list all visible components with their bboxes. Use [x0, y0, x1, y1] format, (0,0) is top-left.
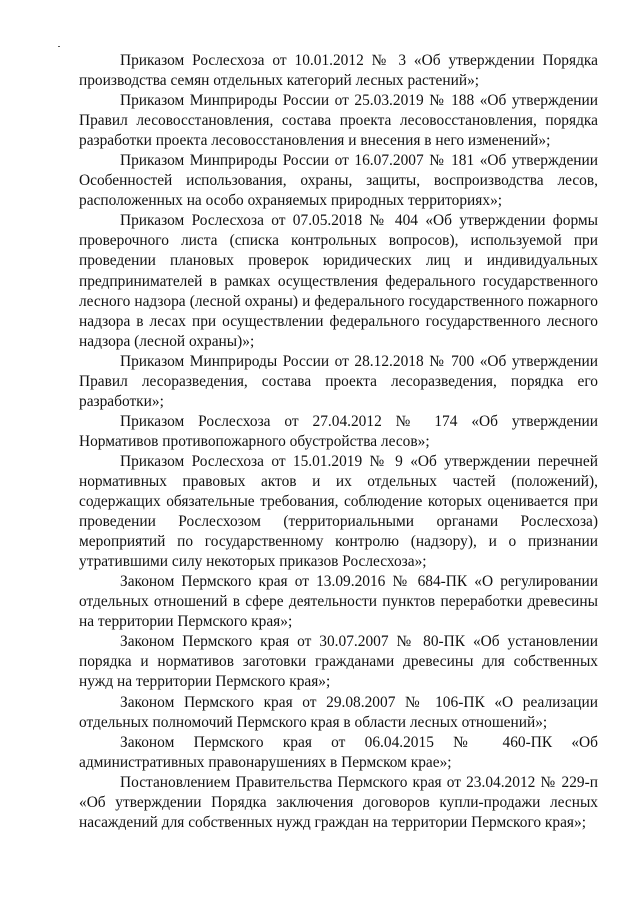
- paragraph-order-188-reforestation: Приказом Минприроды России от 25.03.2019 № 188 «Об утверждении Правил лесовосстановления, состава проекта лесовосстановления, порядка разработки проекта лесовосстановления и внесения в него изменений»;: [79, 92, 598, 150]
- paragraph-resolution-229-p: Постановлением Правительства Пермского края от 23.04.2012 № 229-п «Об утверждении Порядка заключения договоров купли-продажи лесных насаждений для собственных нужд граждан на территории Пермского края»;: [79, 773, 598, 831]
- paragraph-order-3-seeds: Приказом Рослесхоза от 10.01.2012 № 3 «Об утверждении Порядка производства семян отдельных категорий лесных растений»;: [79, 52, 598, 90]
- paragraph-law-460-pk: Законом Пермского края от 06.04.2015 № 460-ПК «Об административных правонарушениях в Пермском крае»;: [79, 733, 598, 771]
- document-body: [79, 51, 598, 833]
- paragraph-order-174-fire-standards: Приказом Рослесхоза от 27.04.2012 № 174 «Об утверждении Нормативов противопожарного обустройства лесов»;: [79, 412, 598, 450]
- paragraph-law-106-pk: Законом Пермского края от 29.08.2007 № 106-ПК «О реализации отдельных полномочий Пермского края в области лесных отношений»;: [79, 693, 598, 731]
- paragraph-law-684-pk: Законом Пермского края от 13.09.2016 № 684-ПК «О регулировании отдельных отношений в сфере деятельности пунктов переработки древесины на территории Пермского края»;: [79, 573, 598, 631]
- paragraph-law-80-pk: Законом Пермского края от 30.07.2007 № 80-ПК «Об установлении порядка и нормативов заготовки гражданами древесины для собственных нужд на территории Пермского края»;: [79, 633, 598, 691]
- paragraph-order-181-protected-areas: Приказом Минприроды России от 16.07.2007 № 181 «Об утверждении Особенностей использования, охраны, защиты, воспроизводства лесов, расположенных на особо охраняемых природных территориях»;: [79, 152, 598, 210]
- paragraph-order-700-afforestation: Приказом Минприроды России от 28.12.2018 № 700 «Об утверждении Правил лесоразведения, состава проекта лесоразведения, порядка его разработки»;: [79, 352, 598, 410]
- paragraph-order-9-legal-acts: Приказом Рослесхоза от 15.01.2019 № 9 «Об утверждении перечней нормативных правовых актов и их отдельных частей (положений), содержащих обязательные требования, соблюдение которых оценивается при проведении Рослесхозом (территориальными органами Рослесхоза) мероприятий по государственному контролю (надзору), и о признании утратившими силу некоторых приказов Рослесхоза»;: [79, 452, 598, 571]
- scan-artifact: [58, 46, 60, 47]
- paragraph-order-404-checklist: Приказом Рослесхоза от 07.05.2018 № 404 «Об утверждении формы проверочного листа (списка контрольных вопросов), используемой при проведении плановых проверок юридических лиц и индивидуальных предпринимателей в рамках осуществления федерального государственного лесного надзора (лесной охраны) и федерального государственного пожарного надзора в лесах при осуществлении федерального государственного лесного надзора (лесной охраны)»;: [79, 212, 598, 350]
